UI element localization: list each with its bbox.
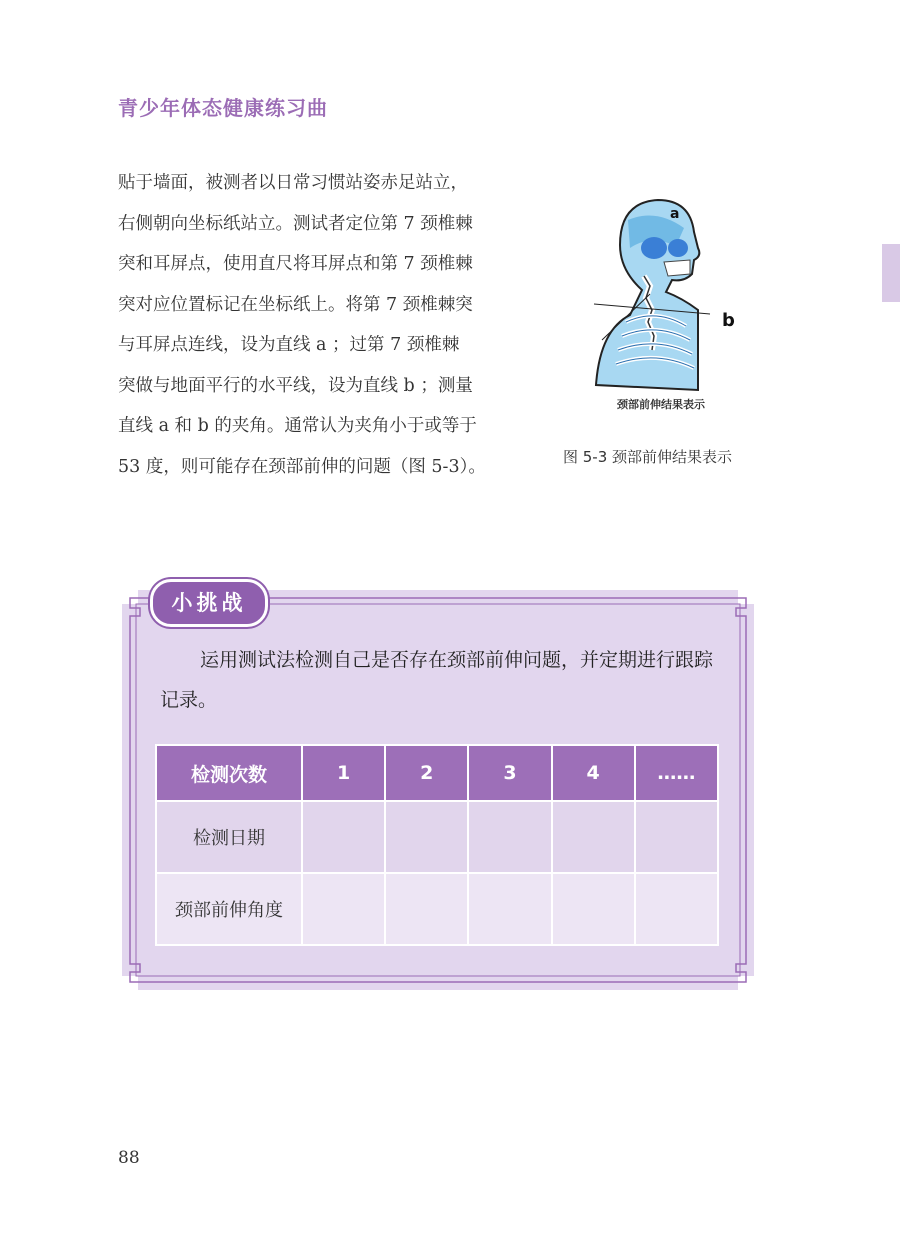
body-line: 右侧朝向坐标纸站立。测试者定位第 7 颈椎棘 — [118, 213, 473, 234]
row-label: 颈部前伸角度 — [156, 873, 302, 945]
body-line: 与耳屏点连线，设为直线 a ；过第 7 颈椎棘 — [118, 335, 460, 355]
body-paragraph — [118, 163, 528, 487]
body-line: 直线 a 和 b 的夹角。通常认为夹角小于或等于 — [118, 416, 477, 436]
body-line: 53 度，则可能存在颈部前伸的问题（图 5-3）。 — [118, 456, 486, 477]
table-row — [156, 873, 718, 945]
table-cell — [635, 873, 718, 945]
table-cell — [635, 801, 718, 873]
challenge-badge — [150, 579, 268, 627]
header-cell: 1 — [302, 745, 385, 801]
neck-posture-figure — [586, 190, 736, 412]
body-line: 突和耳屏点，使用直尺将耳屏点和第 7 颈椎棘 — [118, 254, 473, 274]
table-cell — [552, 873, 635, 945]
challenge-instruction: 运用测试法检测自己是否存在颈部前伸问题，并定期进行跟踪记录。 — [160, 649, 714, 711]
table-header-row — [156, 745, 718, 801]
challenge-badge-label: 小挑战 — [171, 591, 247, 615]
page-number: 88 — [118, 1148, 140, 1168]
body-line: 贴于墙面，被测者以日常习惯站姿赤足站立， — [118, 173, 468, 193]
header-cell: 3 — [468, 745, 551, 801]
body-line: 突做与地面平行的水平线，设为直线 b ；测量 — [118, 375, 473, 396]
table-cell — [302, 873, 385, 945]
skeleton-illustration — [586, 190, 736, 412]
figure-inner-label: 颈部前伸结果表示 — [617, 398, 705, 411]
table-row — [156, 801, 718, 873]
chapter-side-tab — [882, 244, 900, 302]
table-cell — [385, 801, 468, 873]
tracking-table — [155, 744, 719, 946]
header-cell: 4 — [552, 745, 635, 801]
running-header-title: 青少年体态健康练习曲 — [118, 96, 328, 120]
line-a-label: a — [670, 206, 680, 222]
row-label: 检测日期 — [156, 801, 302, 873]
figure-caption: 图 5-3 颈部前伸结果表示 — [563, 448, 733, 466]
header-cell: 2 — [385, 745, 468, 801]
table-cell — [468, 873, 551, 945]
line-b-label: b — [722, 310, 735, 331]
table-cell — [302, 801, 385, 873]
table-cell — [385, 873, 468, 945]
header-cell: …… — [635, 745, 718, 801]
table-cell — [468, 801, 551, 873]
body-line: 突对应位置标记在坐标纸上。将第 7 颈椎棘突 — [118, 294, 473, 315]
table-cell — [552, 801, 635, 873]
header-cell: 检测次数 — [156, 745, 302, 801]
